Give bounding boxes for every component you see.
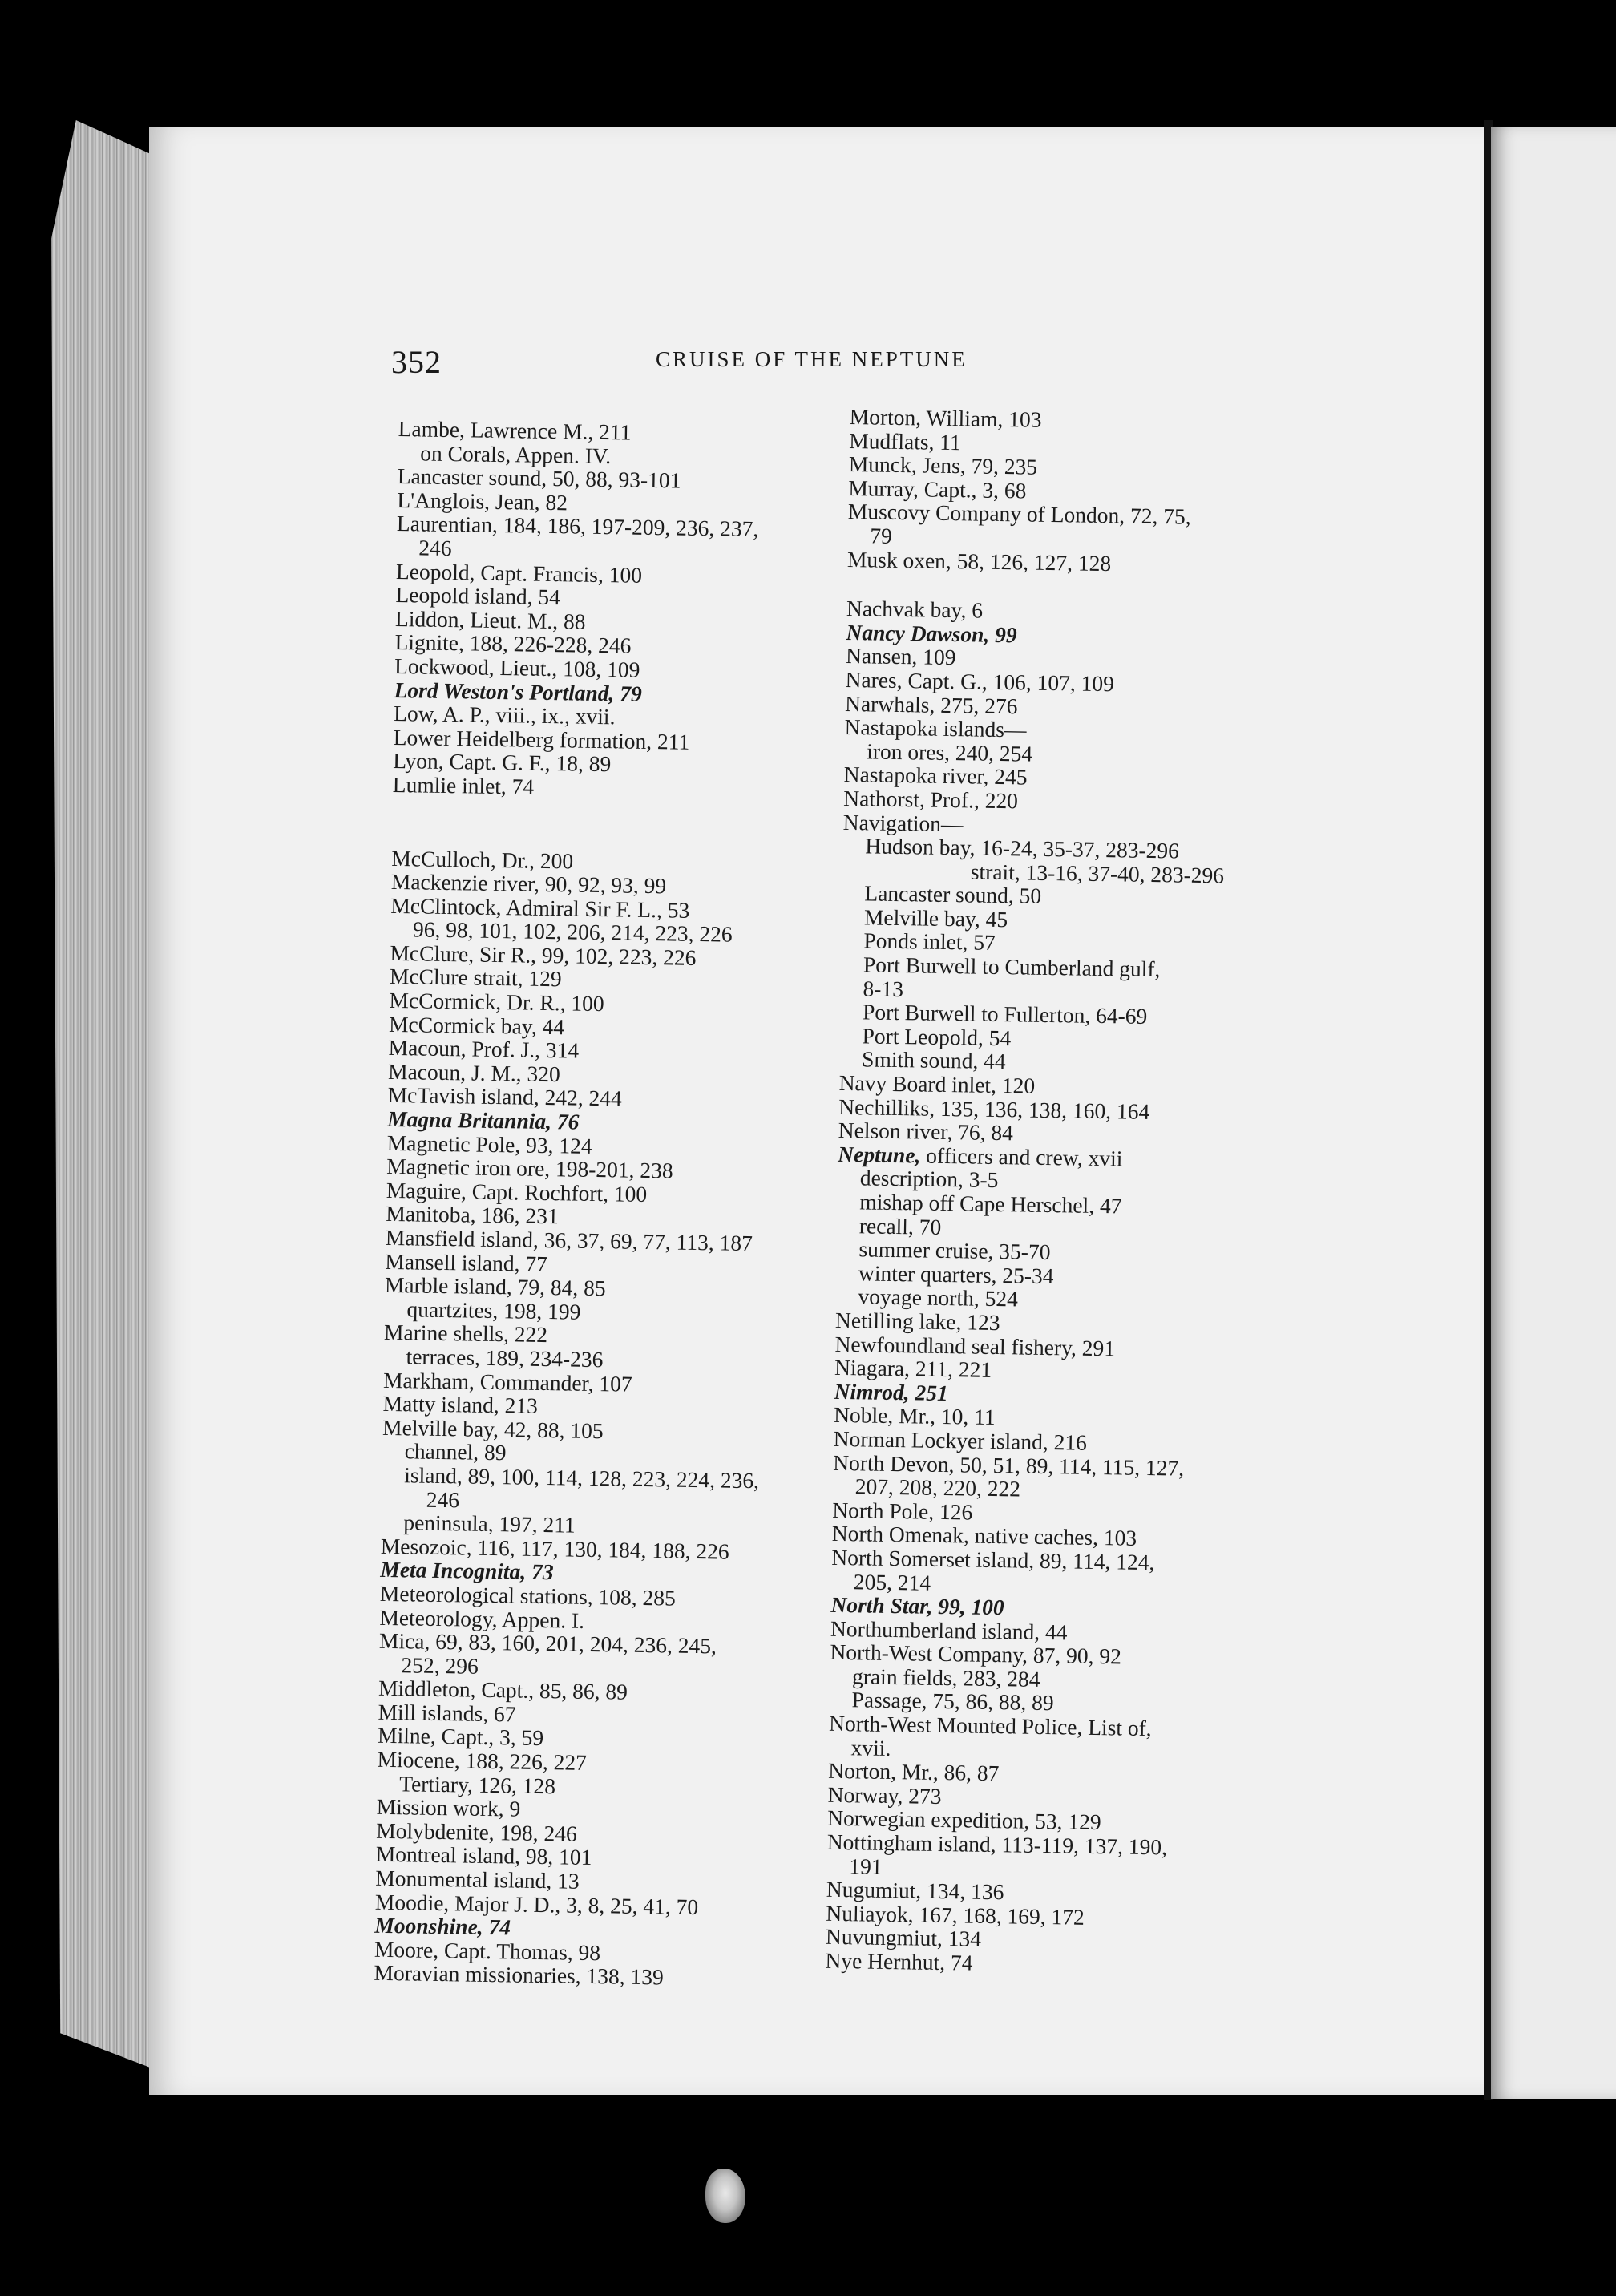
index-entry: Moonshine, 74 bbox=[374, 1912, 511, 1940]
index-entry: Nuliayok, 167, 168, 169, 172 bbox=[826, 1900, 1085, 1930]
index-entry: Melville bay, 42, 88, 105 bbox=[382, 1414, 604, 1443]
index-entry: Niagara, 211, 221 bbox=[834, 1355, 992, 1383]
index-entry: 191 bbox=[849, 1853, 883, 1879]
index-entry: Nastapoka islands— bbox=[844, 714, 1027, 742]
index-entry: Lumlie inlet, 74 bbox=[392, 771, 535, 799]
index-entry: Lignite, 188, 226-228, 246 bbox=[394, 629, 632, 658]
index-entry: North-West Company, 87, 90, 92 bbox=[830, 1639, 1122, 1669]
index-entry: L'Anglois, Jean, 82 bbox=[397, 487, 568, 515]
index-entry: voyage north, 524 bbox=[858, 1283, 1019, 1312]
index-entry: Nansen, 109 bbox=[845, 643, 956, 670]
index-entry: Meteorology, Appen. I. bbox=[379, 1604, 585, 1633]
index-entry: Lancaster sound, 50 bbox=[864, 880, 1042, 909]
index-entry: Nimrod, 251 bbox=[834, 1378, 948, 1405]
index-entry: Nye Hernhut, 74 bbox=[825, 1947, 973, 1975]
index-entry: Mansfield island, 36, 37, 69, 77, 113, 187 bbox=[385, 1224, 753, 1256]
index-entry: Norton, Mr., 86, 87 bbox=[827, 1758, 1000, 1786]
index-entry: grain fields, 283, 284 bbox=[851, 1663, 1040, 1692]
index-entry: Mansell island, 77 bbox=[385, 1248, 548, 1276]
index-entry: description, 3-5 bbox=[859, 1165, 999, 1193]
index-entry: Mesozoic, 116, 117, 130, 184, 188, 226 bbox=[380, 1533, 729, 1564]
index-entry: Nottingham island, 113-119, 137, 190, bbox=[826, 1829, 1168, 1860]
index-entry: Tertiary, 126, 128 bbox=[398, 1770, 556, 1798]
index-entry: Magnetic iron ore, 198-201, 238 bbox=[386, 1154, 673, 1183]
index-entry: Hudson bay, 16-24, 35-37, 283-296 bbox=[865, 833, 1180, 863]
index-entry: Monumental island, 13 bbox=[375, 1865, 580, 1894]
index-entry: 8-13 bbox=[863, 976, 904, 1001]
running-head: CRUISE OF THE NEPTUNE bbox=[656, 347, 968, 371]
index-entry: Moodie, Major J. D., 3, 8, 25, 41, 70 bbox=[374, 1889, 699, 1919]
index-entry: Moore, Capt. Thomas, 98 bbox=[374, 1936, 601, 1966]
index-entry: Neptune, officers and crew, xvii bbox=[838, 1141, 1123, 1171]
index-entry: McClure, Sir R., 99, 102, 223, 226 bbox=[390, 940, 697, 970]
index-entry: Noble, Mr., 10, 11 bbox=[833, 1402, 996, 1430]
index-entry: Mission work, 9 bbox=[376, 1794, 521, 1821]
index-entry: Meta Incognita, 73 bbox=[380, 1557, 554, 1585]
index-column-right bbox=[825, 405, 1331, 1980]
index-entry: Newfoundland seal fishery, 291 bbox=[834, 1331, 1116, 1360]
index-entry: Lancaster sound, 50, 88, 93-101 bbox=[397, 463, 681, 493]
index-entry: Nachvak bay, 6 bbox=[846, 596, 984, 623]
index-entry: Macoun, Prof. J., 314 bbox=[388, 1035, 580, 1063]
index-entry: North Star, 99, 100 bbox=[830, 1591, 1004, 1620]
index-entry: Nares, Capt. G., 106, 107, 109 bbox=[845, 666, 1115, 697]
index-entry: Nastapoka river, 245 bbox=[843, 762, 1028, 790]
index-entry: Liddon, Lieut. M., 88 bbox=[394, 605, 586, 634]
index-entry: terraces, 189, 234-236 bbox=[406, 1344, 604, 1372]
index-entry: Laurentian, 184, 186, 197-209, 236, 237, bbox=[396, 511, 759, 542]
index-entry: Passage, 75, 86, 88, 89 bbox=[851, 1687, 1054, 1716]
index-entry: xvii. bbox=[850, 1734, 891, 1760]
index-entry: Mackenzie river, 90, 92, 93, 99 bbox=[390, 869, 667, 899]
index-entry: Port Burwell to Fullerton, 64-69 bbox=[862, 999, 1148, 1029]
index-entry: Munck, Jens, 79, 235 bbox=[848, 451, 1038, 479]
index-entry: Narwhals, 275, 276 bbox=[844, 690, 1018, 718]
index-column-left bbox=[374, 417, 855, 1992]
index-entry: Port Leopold, 54 bbox=[862, 1023, 1012, 1051]
index-entry: Lambe, Lawrence M., 211 bbox=[398, 416, 632, 445]
index-entry: Nugumiut, 134, 136 bbox=[826, 1876, 1004, 1905]
index-entry: summer cruise, 35-70 bbox=[858, 1236, 1051, 1265]
index-entry: Port Burwell to Cumberland gulf, bbox=[863, 952, 1161, 982]
index-entry: 246 bbox=[418, 535, 452, 561]
index-entry: Musk oxen, 58, 126, 127, 128 bbox=[846, 546, 1112, 576]
index-entry: Muscovy Company of London, 72, 75, bbox=[847, 499, 1191, 530]
index-entry: Low, A. P., viii., ix., xvii. bbox=[393, 701, 616, 730]
index-entry: strait, 13-16, 37-40, 283-296 bbox=[970, 859, 1225, 888]
section-spacer bbox=[392, 796, 850, 853]
index-entry: Macoun, J. M., 320 bbox=[387, 1058, 561, 1087]
index-entry: Norway, 273 bbox=[827, 1781, 942, 1809]
index-entry: McCormick, Dr. R., 100 bbox=[389, 987, 604, 1017]
index-entry: Ponds inlet, 57 bbox=[863, 928, 996, 956]
index-entry: Montreal island, 98, 101 bbox=[375, 1841, 592, 1870]
index-entry: Maguire, Capt. Rochfort, 100 bbox=[386, 1177, 648, 1207]
index-entry: Murray, Capt., 3, 68 bbox=[848, 475, 1027, 503]
index-entry: McCulloch, Dr., 200 bbox=[391, 845, 574, 873]
index-entry: Lower Heidelberg formation, 211 bbox=[393, 724, 690, 754]
index-entry: Mica, 69, 83, 160, 201, 204, 236, 245, bbox=[378, 1627, 717, 1659]
index-entry: Milne, Capt., 3, 59 bbox=[377, 1723, 544, 1751]
index-entry: on Corals, Appen. IV. bbox=[420, 440, 612, 468]
index-entry: North-West Mounted Police, List of, bbox=[828, 1710, 1152, 1741]
index-entry: Nathorst, Prof., 220 bbox=[843, 785, 1019, 814]
index-entry: peninsula, 197, 211 bbox=[403, 1510, 576, 1538]
book-page-edges bbox=[51, 120, 164, 2092]
index-entry: Middleton, Capt., 85, 86, 89 bbox=[378, 1676, 628, 1704]
index-entry: Miocene, 188, 226, 227 bbox=[377, 1746, 588, 1775]
index-entry: Netilling lake, 123 bbox=[834, 1307, 1000, 1336]
index-entry: McCormick bay, 44 bbox=[388, 1011, 565, 1040]
index-entry: Morton, William, 103 bbox=[849, 404, 1042, 432]
index-entry: Navy Board inlet, 120 bbox=[838, 1069, 1036, 1098]
index-entry: Norman Lockyer island, 216 bbox=[833, 1425, 1088, 1455]
index-entry: Lord Weston's Portland, 79 bbox=[394, 677, 643, 706]
index-entry: recall, 70 bbox=[858, 1212, 942, 1239]
index-entry: quartzites, 198, 199 bbox=[406, 1296, 581, 1324]
page-number: 352 bbox=[391, 344, 442, 380]
index-entry: Nuvungmiut, 134 bbox=[825, 1924, 982, 1952]
index-entry: Leopold island, 54 bbox=[395, 582, 561, 610]
index-entry: Northumberland island, 44 bbox=[830, 1615, 1068, 1645]
index-entry: North Pole, 126 bbox=[832, 1497, 973, 1525]
index-entry: Matty island, 213 bbox=[382, 1391, 539, 1419]
index-entry: iron ores, 240, 254 bbox=[866, 738, 1033, 766]
index-entry: island, 89, 100, 114, 128, 223, 224, 236, bbox=[404, 1462, 760, 1494]
index-entry: Magna Britannia, 76 bbox=[387, 1106, 580, 1134]
index-entry: Mudflats, 11 bbox=[849, 427, 962, 455]
index-entry: Nancy Dawson, 99 bbox=[846, 619, 1017, 648]
index-entry: channel, 89 bbox=[404, 1438, 507, 1465]
index-entry: Leopold, Capt. Francis, 100 bbox=[395, 558, 643, 588]
index-entry: 207, 208, 220, 222 bbox=[854, 1473, 1021, 1502]
index-entry: Markham, Commander, 107 bbox=[382, 1367, 632, 1397]
index-entry: North Somerset island, 89, 114, 124, bbox=[831, 1544, 1155, 1575]
index-entry: McTavish island, 242, 244 bbox=[387, 1082, 623, 1111]
index-entry: North Omenak, native caches, 103 bbox=[831, 1521, 1137, 1551]
index-entry: Marble island, 79, 84, 85 bbox=[384, 1272, 606, 1301]
index-entry: Lyon, Capt. G. F., 18, 89 bbox=[393, 748, 612, 777]
index-entry: Melville bay, 45 bbox=[863, 904, 1008, 932]
facing-page-edge bbox=[1491, 127, 1616, 2099]
index-entry: 96, 98, 101, 102, 206, 214, 223, 226 bbox=[412, 916, 733, 947]
index-entry: Meteorological stations, 108, 285 bbox=[379, 1580, 677, 1611]
index-entry: Molybdenite, 198, 246 bbox=[376, 1817, 578, 1846]
index-entry: 205, 214 bbox=[853, 1568, 931, 1595]
index-entry: mishap off Cape Herschel, 47 bbox=[859, 1189, 1122, 1219]
index-entry: Lockwood, Lieut., 108, 109 bbox=[394, 653, 640, 682]
index-entry: McClure strait, 129 bbox=[389, 964, 562, 992]
index-entry: McClintock, Admiral Sir F. L., 53 bbox=[390, 892, 690, 923]
index-entry: Manitoba, 186, 231 bbox=[386, 1201, 560, 1229]
index-entry: 252, 296 bbox=[401, 1651, 479, 1679]
index-entry: Navigation— bbox=[842, 809, 964, 836]
index-entry: Moravian missionaries, 138, 139 bbox=[374, 1960, 664, 1990]
index-entry: Magnetic Pole, 93, 124 bbox=[386, 1130, 592, 1158]
ship-name: Neptune, bbox=[838, 1141, 921, 1168]
index-entry: Marine shells, 222 bbox=[383, 1320, 548, 1348]
index-entry: Mill islands, 67 bbox=[378, 1699, 516, 1727]
index-entry: Nelson river, 76, 84 bbox=[838, 1118, 1014, 1146]
index-entry: North Devon, 50, 51, 89, 114, 115, 127, bbox=[833, 1449, 1185, 1481]
index-entry: 246 bbox=[426, 1486, 460, 1512]
index-entry: winter quarters, 25-34 bbox=[858, 1260, 1054, 1288]
thumb-photo-artifact bbox=[705, 2169, 745, 2223]
index-entry: Smith sound, 44 bbox=[861, 1046, 1006, 1074]
index-entry: Norwegian expedition, 53, 129 bbox=[827, 1805, 1101, 1835]
index-entry: 79 bbox=[870, 523, 893, 548]
index-entry: Nechilliks, 135, 136, 138, 160, 164 bbox=[838, 1093, 1150, 1124]
